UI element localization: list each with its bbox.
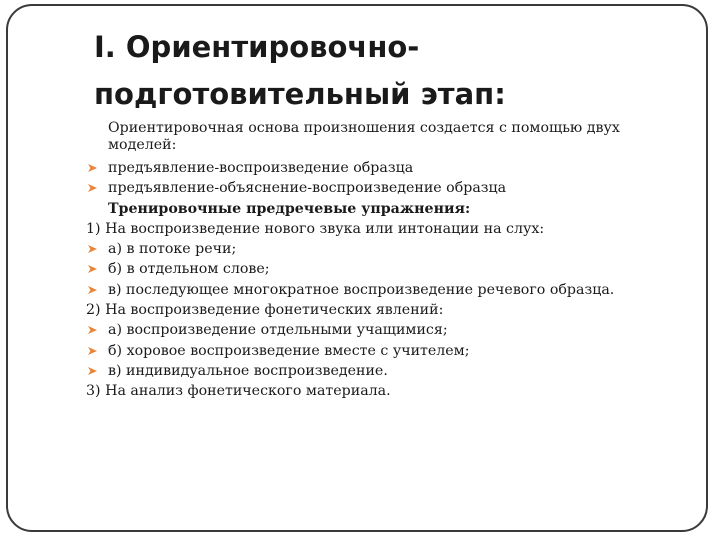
bullet-icon: [88, 164, 97, 172]
line-text: б) в отдельном слове;: [108, 261, 270, 278]
bullet-item: [86, 259, 686, 279]
slide-body: [86, 120, 686, 402]
line-text: в) последующее многократное воспроизведение речевого образца.: [108, 281, 615, 298]
bullet-icon: [88, 245, 97, 253]
numbered-item: [86, 381, 686, 401]
bullet-icon: [88, 265, 97, 273]
slide-title: I. Ориентировочно-подготовительный этап:: [94, 30, 506, 111]
numbered-item: [86, 219, 686, 239]
line-text: Тренировочные предречевые упражнения:: [108, 200, 471, 217]
line-text: б) хоровое воспроизведение вместе с учителем;: [108, 342, 470, 359]
slide-frame: [6, 4, 708, 532]
section-heading: [86, 199, 686, 219]
bullet-item: [86, 239, 686, 259]
numbered-item: [86, 300, 686, 320]
bullet-icon: [88, 286, 97, 294]
bullet-icon: [88, 326, 97, 334]
line-text: предъявление-воспроизведение образца: [108, 160, 414, 176]
line-text: 2) На воспроизведение фонетических явлений:: [86, 302, 444, 319]
line-text: а) в потоке речи;: [108, 241, 237, 258]
line-text: предъявление-объяснение-воспроизведение образца: [108, 180, 507, 197]
bullet-item: [86, 320, 686, 340]
bullet-item: [86, 361, 686, 381]
bullet-icon: [88, 367, 97, 375]
line-text: Ориентировочная основа произношения создается с помощью двух моделей:: [108, 120, 620, 153]
bullet-icon: [88, 184, 97, 192]
intro-text: [86, 120, 686, 154]
bullet-item: [86, 341, 686, 361]
line-text: а) воспроизведение отдельными учащимися;: [108, 322, 448, 339]
line-text: 1) На воспроизведение нового звука или интонации на слух:: [86, 220, 545, 237]
bullet-item: [86, 178, 686, 198]
line-text: 3) На анализ фонетического материала.: [86, 383, 391, 400]
bullet-item: [86, 280, 686, 300]
bullet-icon: [88, 347, 97, 355]
bullet-item: [86, 158, 686, 178]
line-text: в) индивидуальное воспроизведение.: [108, 362, 388, 379]
